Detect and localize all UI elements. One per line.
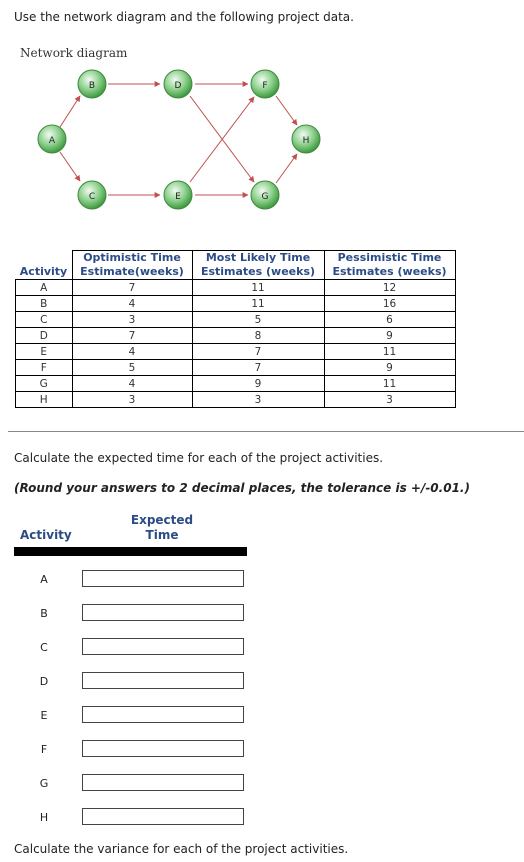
cell-pessimistic: 16 bbox=[324, 296, 455, 312]
cell-optimistic: 7 bbox=[72, 280, 192, 296]
cell-pessimistic: 9 bbox=[324, 360, 455, 376]
rounding-instructions: (Round your answers to 2 decimal places, the tolerance is +/-0.01.) bbox=[14, 481, 470, 495]
node-a-label: A bbox=[48, 136, 56, 146]
node-c-label: C bbox=[88, 192, 96, 202]
cell-activity: B bbox=[16, 296, 73, 312]
cell-activity: H bbox=[16, 392, 73, 408]
cell-activity: A bbox=[16, 280, 73, 296]
expected-time-input-c[interactable] bbox=[82, 638, 244, 655]
answer-header-expected-line1: Expected bbox=[130, 513, 194, 527]
cell-most-likely: 7 bbox=[192, 344, 324, 360]
node-h-label: H bbox=[302, 136, 310, 146]
node-b-label: B bbox=[88, 81, 96, 91]
header-pessimistic-line2: Estimates (weeks) bbox=[332, 265, 447, 278]
expected-time-input-g[interactable] bbox=[82, 774, 244, 791]
node-g-label: G bbox=[261, 192, 269, 202]
cell-activity: E bbox=[16, 344, 73, 360]
header-most-likely-line1: Most Likely Time bbox=[205, 251, 311, 264]
cell-optimistic: 3 bbox=[72, 312, 192, 328]
expected-time-input-f[interactable] bbox=[82, 740, 244, 757]
table-row bbox=[16, 344, 456, 360]
edge-g-h bbox=[276, 154, 297, 183]
header-optimistic bbox=[72, 251, 192, 280]
cell-pessimistic: 11 bbox=[324, 376, 455, 392]
edge-f-h bbox=[276, 96, 297, 125]
cell-most-likely: 11 bbox=[192, 280, 324, 296]
next-question-text: Calculate the variance for each of the project activities. bbox=[14, 842, 349, 856]
project-data-table bbox=[15, 250, 456, 408]
cell-optimistic: 7 bbox=[72, 328, 192, 344]
answer-label-a: A bbox=[40, 573, 48, 586]
answer-label-e: E bbox=[40, 709, 48, 722]
cell-activity: G bbox=[16, 376, 73, 392]
cell-most-likely: 5 bbox=[192, 312, 324, 328]
cell-optimistic: 4 bbox=[72, 344, 192, 360]
cell-pessimistic: 11 bbox=[324, 344, 455, 360]
cell-optimistic: 4 bbox=[72, 296, 192, 312]
header-most-likely bbox=[192, 251, 324, 280]
cell-activity: F bbox=[16, 360, 73, 376]
table-row bbox=[16, 312, 456, 328]
table-row bbox=[16, 280, 456, 296]
table-row bbox=[16, 296, 456, 312]
cell-optimistic: 3 bbox=[72, 392, 192, 408]
cell-most-likely: 7 bbox=[192, 360, 324, 376]
expected-time-input-d[interactable] bbox=[82, 672, 244, 689]
node-e-label: E bbox=[175, 192, 181, 202]
header-optimistic-line2: Estimate(weeks) bbox=[80, 265, 184, 278]
header-most-likely-line2: Estimates (weeks) bbox=[200, 265, 316, 278]
instructions-text: Use the network diagram and the following project data. bbox=[14, 10, 354, 24]
network-diagram bbox=[0, 0, 524, 250]
cell-most-likely: 11 bbox=[192, 296, 324, 312]
cell-most-likely: 3 bbox=[192, 392, 324, 408]
expected-time-input-a[interactable] bbox=[82, 570, 244, 587]
cell-activity: D bbox=[16, 328, 73, 344]
cell-optimistic: 4 bbox=[72, 376, 192, 392]
cell-pessimistic: 9 bbox=[324, 328, 455, 344]
expected-time-input-h[interactable] bbox=[82, 808, 244, 825]
question-text: Calculate the expected time for each of the project activities. bbox=[14, 451, 384, 465]
network-diagram-title: Network diagram bbox=[20, 46, 128, 60]
edge-a-b bbox=[60, 96, 80, 127]
cell-pessimistic: 6 bbox=[324, 312, 455, 328]
header-optimistic-line1: Optimistic Time bbox=[83, 251, 181, 264]
cell-pessimistic: 12 bbox=[324, 280, 455, 296]
section-divider bbox=[8, 431, 524, 432]
cell-most-likely: 9 bbox=[192, 376, 324, 392]
header-pessimistic bbox=[324, 251, 455, 280]
cell-activity: C bbox=[16, 312, 73, 328]
cell-pessimistic: 3 bbox=[324, 392, 455, 408]
answer-header-bar bbox=[14, 547, 247, 556]
answer-label-f: F bbox=[40, 743, 48, 756]
answer-label-g: G bbox=[39, 777, 49, 790]
answer-label-d: D bbox=[39, 675, 49, 688]
header-pessimistic-line1: Pessimistic Time bbox=[337, 251, 442, 264]
cell-optimistic: 5 bbox=[72, 360, 192, 376]
table-row bbox=[16, 328, 456, 344]
answer-label-b: B bbox=[40, 607, 48, 620]
table-header-row bbox=[16, 251, 456, 280]
answer-label-h: H bbox=[39, 811, 49, 824]
expected-time-input-e[interactable] bbox=[82, 706, 244, 723]
header-activity: Activity bbox=[19, 265, 68, 278]
answer-header-activity: Activity bbox=[20, 528, 72, 542]
answer-header-expected-line2: Time bbox=[145, 528, 179, 542]
edge-a-c bbox=[60, 152, 80, 181]
answer-header-expected-time bbox=[118, 513, 206, 543]
table-row bbox=[16, 376, 456, 392]
expected-time-input-b[interactable] bbox=[82, 604, 244, 621]
table-row bbox=[16, 360, 456, 376]
cell-most-likely: 8 bbox=[192, 328, 324, 344]
node-d-label: D bbox=[174, 81, 182, 91]
node-f-label: F bbox=[262, 81, 268, 91]
answer-label-c: C bbox=[40, 641, 48, 654]
table-row bbox=[16, 392, 456, 408]
